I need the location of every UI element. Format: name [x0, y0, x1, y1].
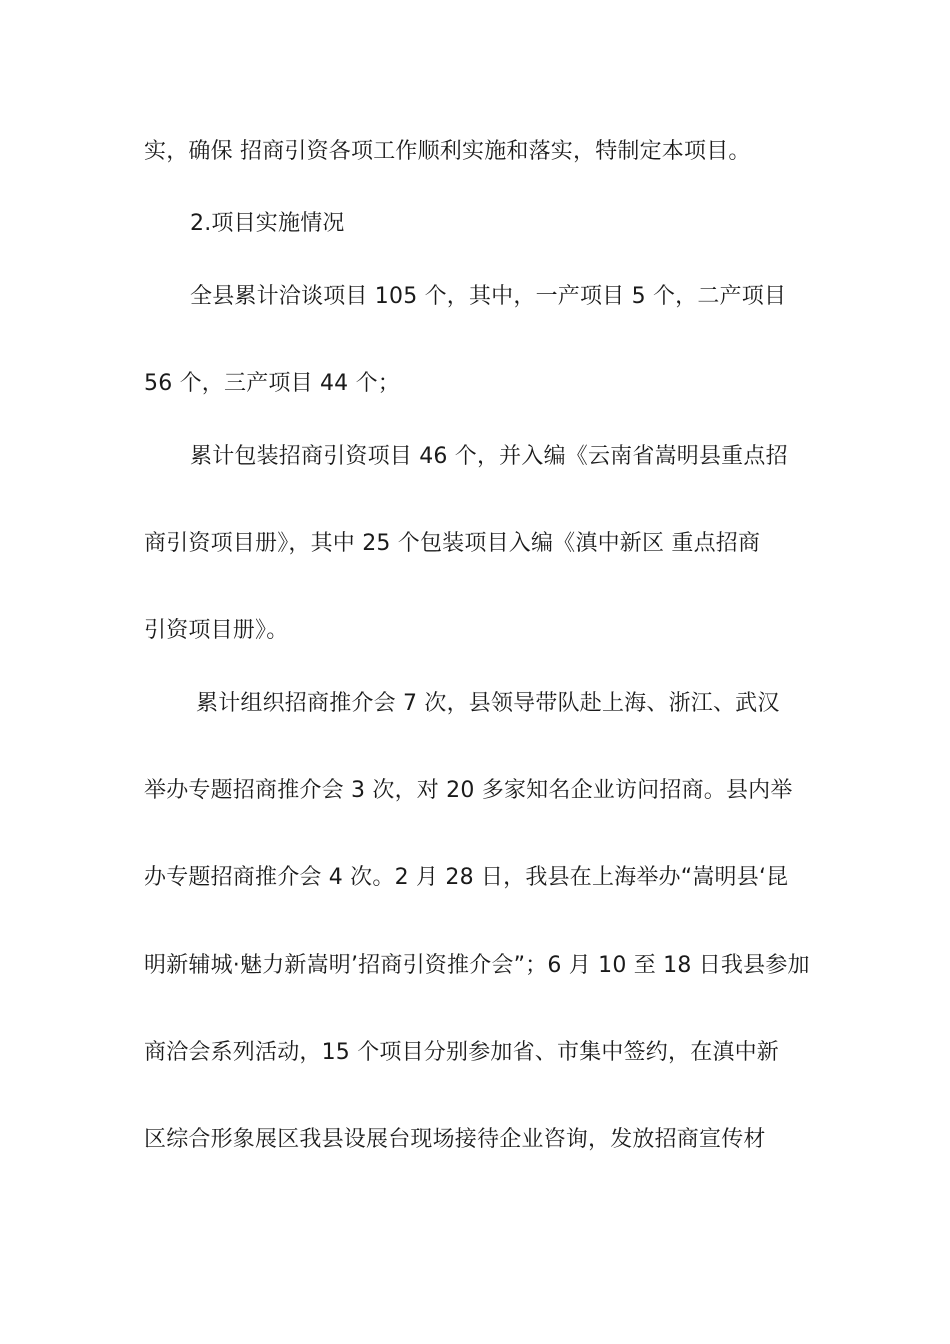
text-line-6: 商引资项目册》，其中 25 个包装项目入编《滇中新区 重点招商 — [144, 531, 761, 556]
text-line-4: 56 个，三产项目 44 个； — [144, 371, 400, 396]
text-line-7: 引资项目册》。 — [144, 618, 289, 643]
text-line-5: 累计包装招商引资项目 46 个，并入编《云南省嵩明县重点招 — [190, 444, 788, 469]
section-heading: 2.项目实施情况 — [190, 211, 345, 236]
text-line-10: 办专题招商推介会 4 次。2 月 28 日，我县在上海举办“嵩明县‘昆 — [144, 865, 789, 890]
text-line-13: 区综合形象展区我县设展台现场接待企业咨询，发放招商宣传材 — [144, 1127, 766, 1152]
text-line-1: 实，确保 招商引资各项工作顺利实施和落实，特制定本项目。 — [144, 139, 751, 164]
text-line-8: 累计组织招商推介会 7 次，县领导带队赴上海、浙江、武汉 — [196, 691, 780, 716]
text-line-9: 举办专题招商推介会 3 次，对 20 多家知名企业访问招商。县内举 — [144, 778, 793, 803]
text-line-11: 明新辅城·魅力新嵩明’招商引资推介会”；6 月 10 至 18 日我县参加 — [144, 953, 810, 978]
text-line-12: 商洽会系列活动，15 个项目分别参加省、市集中签约，在滇中新 — [144, 1040, 779, 1065]
text-line-3: 全县累计洽谈项目 105 个，其中，一产项目 5 个，二产项目 — [190, 284, 787, 309]
